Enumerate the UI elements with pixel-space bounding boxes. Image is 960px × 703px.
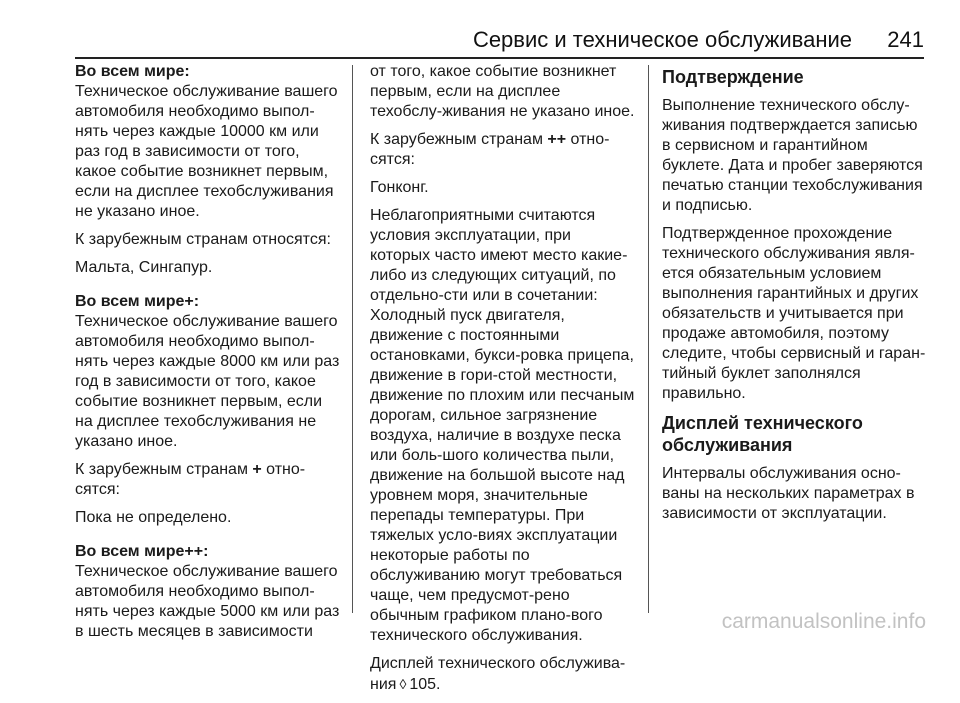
section-heading: Дисплей технического обслуживания xyxy=(662,413,863,455)
cross-reference-icon: ◊ xyxy=(399,676,407,692)
column-divider xyxy=(648,65,649,613)
section-worldwide xyxy=(75,62,340,278)
text-run: К зарубежным странам xyxy=(370,131,548,148)
text-run: отно-сятся: xyxy=(370,131,610,168)
page-header xyxy=(0,0,960,56)
paragraph: Выполнение технического обслу-живания подтверждается записью в сервисном и гарантийном буклете. Дата и пробег заверяются печатью станции техобслуживания и подписью. xyxy=(662,97,923,214)
page-number: 241 xyxy=(887,27,924,52)
paragraph: Гонконг. xyxy=(370,179,429,196)
paragraph xyxy=(75,460,340,500)
column-divider xyxy=(352,65,353,613)
paragraph: Мальта, Сингапур. xyxy=(75,259,213,276)
column-middle xyxy=(370,62,635,703)
header-title: Сервис и техническое обслуживание xyxy=(472,27,852,52)
section-worldwide-plus xyxy=(75,292,340,528)
column-left xyxy=(75,62,340,656)
watermark: carmanualsonline.info xyxy=(721,610,926,633)
paragraph: К зарубежным странам относятся: xyxy=(75,231,331,248)
text-run: отно-сятся: xyxy=(75,461,306,498)
paragraph xyxy=(370,654,635,695)
paragraph: Подтвержденное прохождение технического обслуживания явля-ется обязательным условием выполнения гарантийных и других обязательств и учитывается при продаже автомобиля, поэтому следите, чтобы сервисный и гаран-тийный буклет заполнялся правильно. xyxy=(662,225,926,402)
header-rule xyxy=(75,57,924,59)
column-right xyxy=(662,62,927,532)
page-reference-link[interactable]: 105. xyxy=(409,676,441,693)
paragraph: Техническое обслуживание вашего автомобиля необходимо выпол-нять через каждые 8000 км или раз год в зависимости от того, какое событие возникнет первым, если на дисплее техобслуживания не указано иное. xyxy=(75,313,340,450)
section-heading: Подтверждение xyxy=(662,67,804,87)
paragraph: Техническое обслуживание вашего автомобиля необходимо выпол-нять через каждые 10000 км или раз год в зависимости от того, какое событие возникнет первым, если на дисплее техобслуживания не указано иное. xyxy=(75,83,338,220)
mark-plus: + xyxy=(252,461,262,478)
section-heading: Во всем мире++: xyxy=(75,543,209,560)
text-run: К зарубежным странам xyxy=(75,461,253,478)
paragraph: Техническое обслуживание вашего автомобиля необходимо выпол-нять через каждые 5000 км или раз в шесть месяцев в зависимости xyxy=(75,563,340,640)
mark-plusplus: ++ xyxy=(547,131,567,148)
section-heading: Во всем мире: xyxy=(75,63,190,80)
paragraph xyxy=(370,130,635,170)
section-heading: Во всем мире+: xyxy=(75,293,200,310)
paragraph: Интервалы обслуживания осно-ваны на нескольких параметрах в зависимости от эксплуатации. xyxy=(662,465,915,522)
paragraph: от того, какое событие возникнет первым, если на дисплее техобслу-живания не указано иное. xyxy=(370,63,635,120)
paragraph: Неблагоприятными считаются условия эксплуатации, при которых часто имеют место какие-либо из следующих ситуаций, по отдельно-сти или в сочетании: Холодный пуск двигателя, движение с постоянными остановками, букси-ровка прицепа, движение в гори-стой местности, движение по плохим или песчаным дорогам, сильное загрязнение воздуха, наличие в воздухе песка или боль-шого количества пыли, движение на большой высоте над уровнем моря, значительные перепады температуры. При тяжелых усло-виях эксплуатации некоторые работы по обслуживанию могут требоваться чаще, чем предусмот-рено обычным графиком плано-вого технического обслуживания. xyxy=(370,207,635,644)
section-worldwide-plusplus xyxy=(75,542,340,642)
text-run: Дисплей технического обслужива-ния xyxy=(370,655,626,693)
paragraph: Пока не определено. xyxy=(75,509,232,526)
